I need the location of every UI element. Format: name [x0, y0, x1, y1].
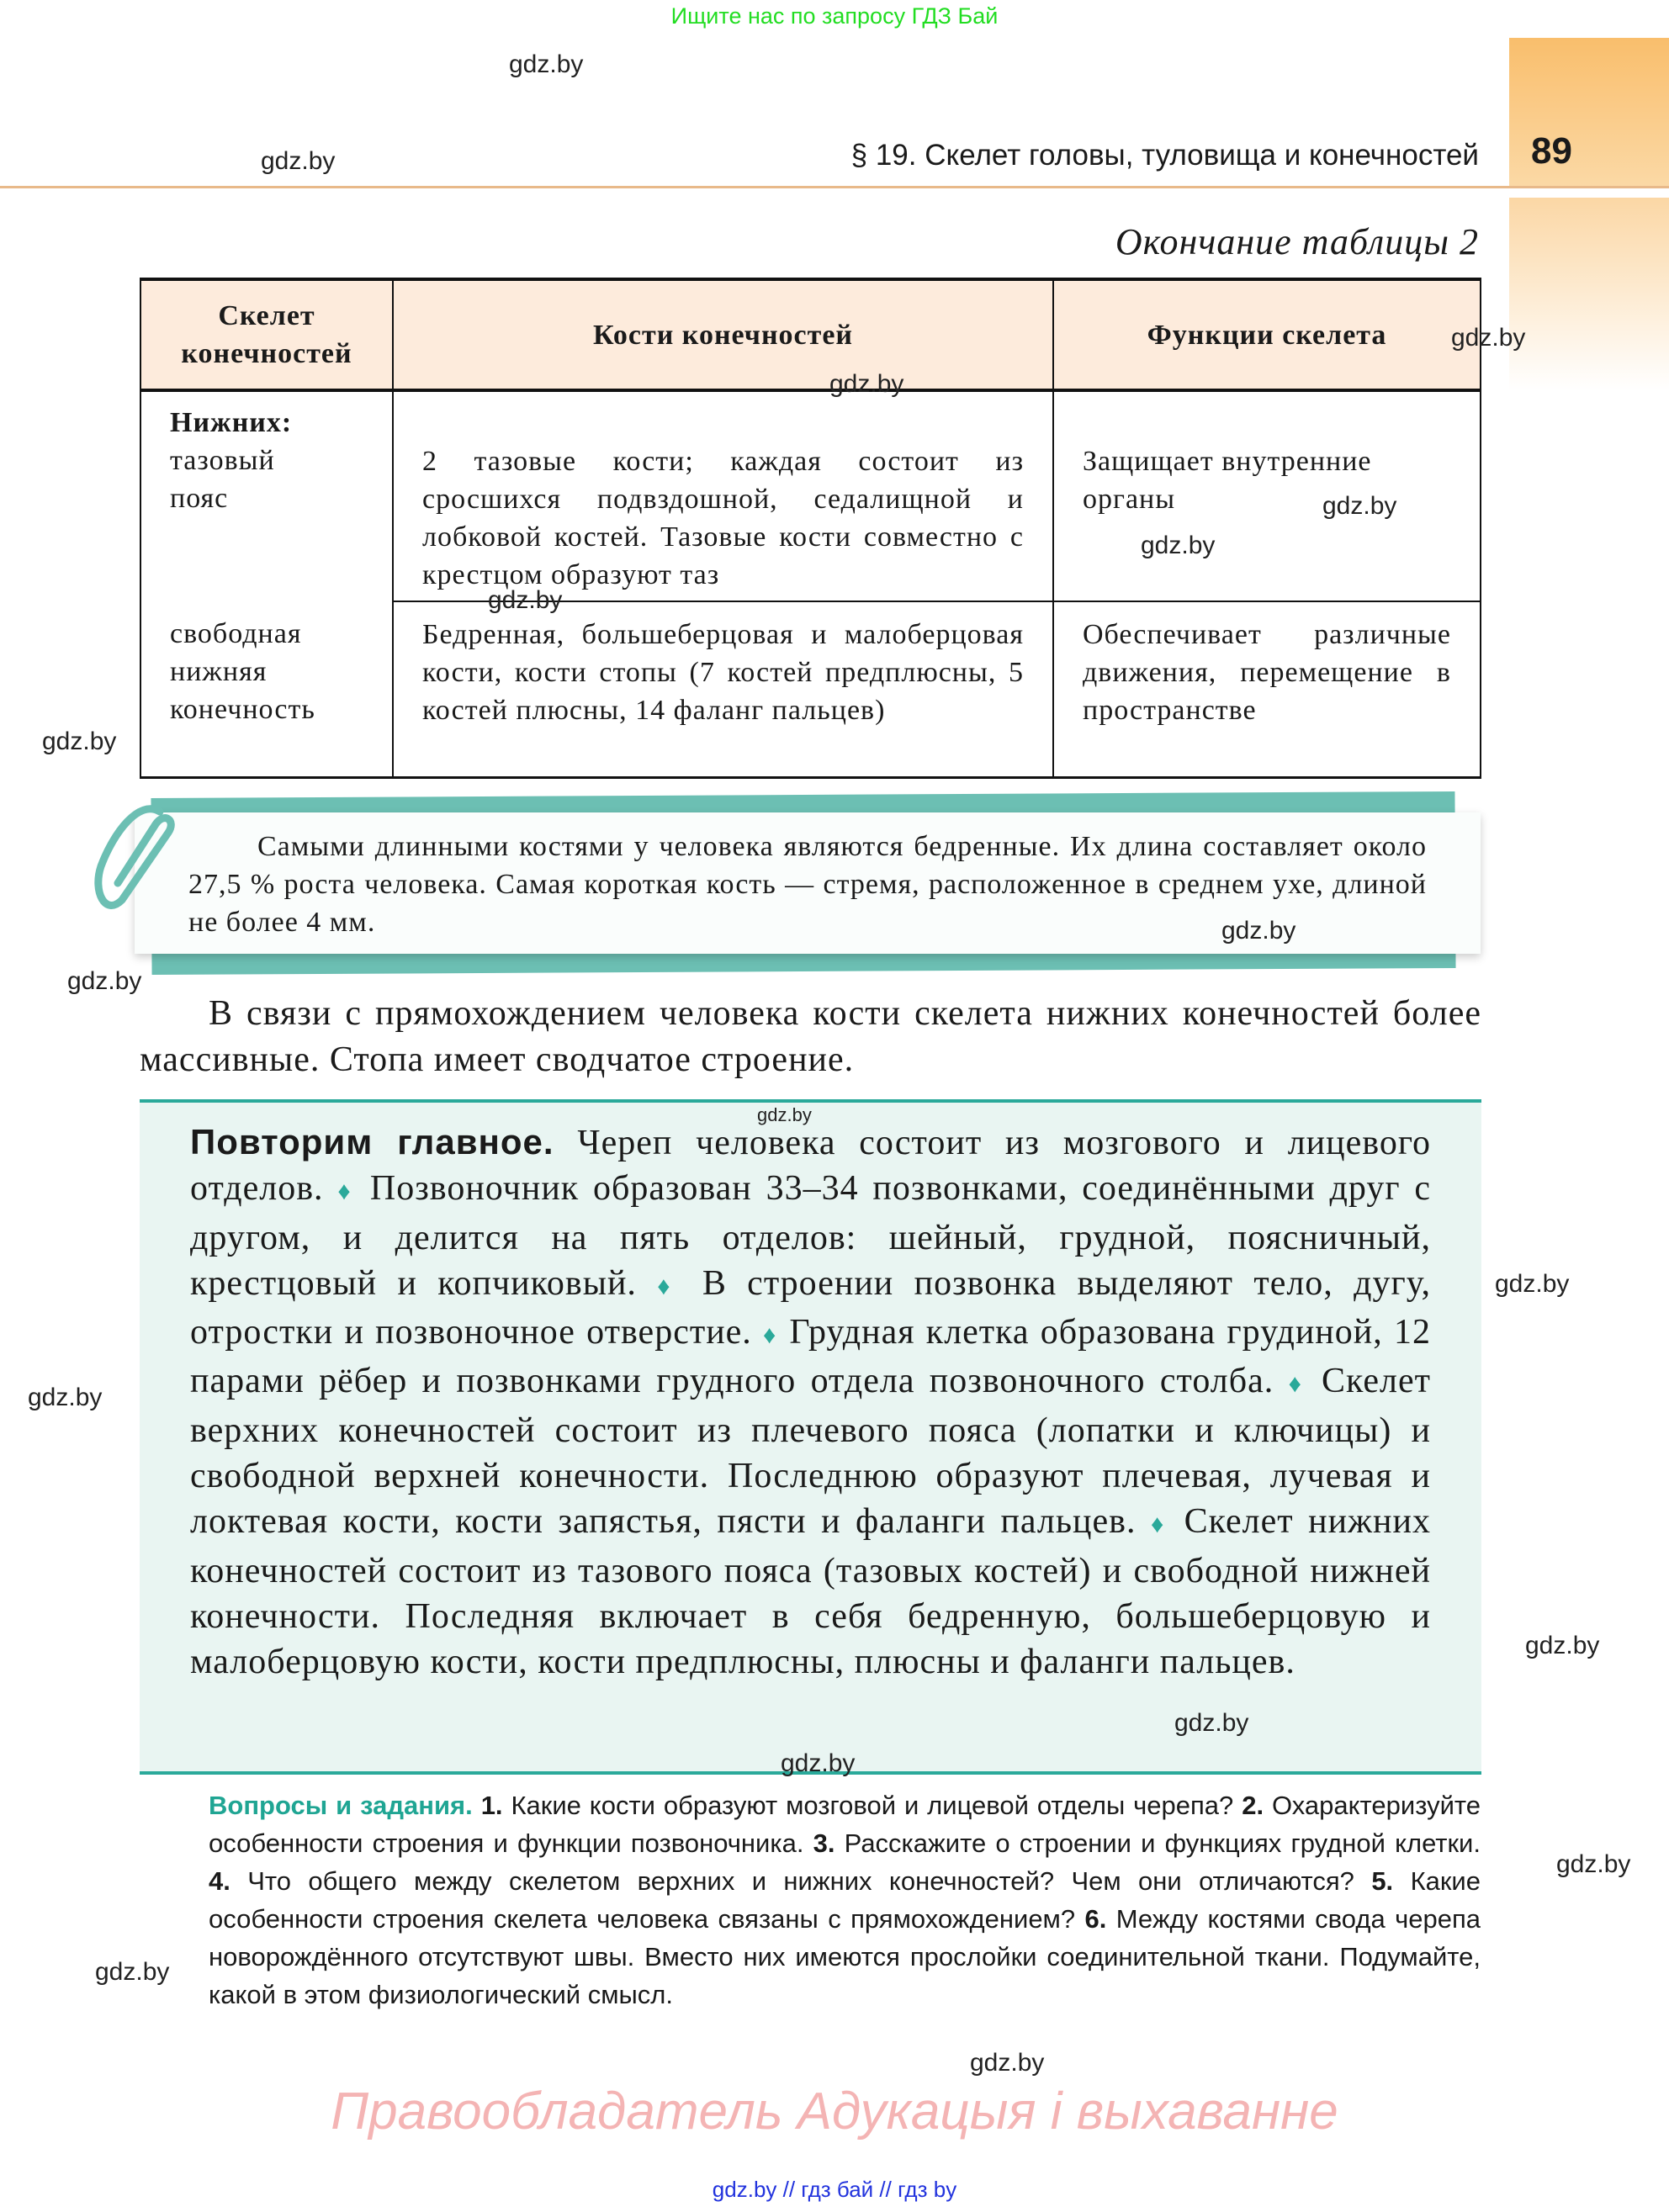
question-text: Какие особенности строения скелета человека связаны с прямохождением? — [209, 1866, 1481, 1934]
paperclip-icon — [88, 799, 181, 925]
question-text: Охарактеризуйте особенности строения и функции позвоночника. — [209, 1791, 1481, 1858]
header-cell: Кости конечностей — [393, 279, 1053, 390]
watermark: gdz.by — [488, 586, 563, 614]
cell-part: свободная нижняя конечность — [170, 618, 315, 725]
header-cell: Функции скелета — [1053, 279, 1481, 390]
question-number: 4. — [209, 1866, 230, 1896]
summary-box — [140, 1099, 1481, 1775]
watermark: gdz.by — [95, 1958, 170, 1986]
question-number: 6. — [1084, 1904, 1107, 1934]
watermark: gdz.by — [67, 967, 142, 995]
copyright-notice: Правообладатель Адукацыя і выхаванне — [331, 2082, 1338, 2141]
diamond-icon: ♦ — [763, 1321, 779, 1350]
table-header-row — [140, 279, 1481, 390]
summary-part: Скелет верхних конечностей состоит из плечевого пояса (лопатки и ключицы) и свободной верхней конечности. Последнюю образуют плечевая, лучевая и локтевая кости, кости запястья, пясти и фаланги пальцев. — [190, 1362, 1432, 1542]
summary-part: Позвоночник образован 33–34 позвонками, соединёнными друг с другом, и делится на пять отделов: шейный, грудной, поясничный, крестцовый и копчиковый. — [190, 1169, 1432, 1303]
summary-lead: Повторим главное. — [190, 1122, 554, 1162]
body-paragraph: В связи с прямохождением человека кости скелета нижних конечностей более массивные. Стопа имеет сводчатое строение. — [140, 994, 1481, 1079]
page-number: 89 — [1531, 130, 1572, 172]
watermark: gdz.by — [757, 1104, 812, 1125]
watermark: gdz.by — [28, 1384, 103, 1411]
diamond-icon: ♦ — [657, 1272, 682, 1300]
watermark: gdz.by — [1174, 1709, 1249, 1737]
diamond-icon: ♦ — [1150, 1511, 1170, 1539]
skeleton-table — [140, 278, 1481, 779]
cell-bones: 2 тазовые кости; каждая состоит из сросшихся подвздошной, седалищной и лобковой костей. Тазовые кости совместно с крестцом образуют таз — [422, 446, 1024, 590]
cell-function: Обеспечивает различные движения, перемещение в пространстве — [1083, 619, 1451, 726]
header-divider — [0, 186, 1669, 188]
question-number: 3. — [813, 1828, 835, 1858]
summary-part: Скелет нижних конечностей состоит из тазового пояса (тазовых костей) и свободной нижней конечности. Последняя включает в себя бедренную, большеберцовую и малоберцовую кости, кости предплюсны, плюсны и фаланги пальцев. — [190, 1502, 1432, 1682]
question-text: Расскажите о строении и функциях грудной клетки. — [844, 1828, 1481, 1858]
question-text: Что общего между скелетом верхних и нижних конечностей? Чем они отличаются? — [247, 1866, 1354, 1896]
watermark: gdz.by — [1525, 1632, 1600, 1659]
question-text: Какие кости образуют мозговой и лицевой отделы черепа? — [511, 1791, 1234, 1820]
watermark: gdz.by — [829, 370, 904, 398]
watermark: gdz.by — [1556, 1850, 1631, 1878]
watermark: gdz.by — [1141, 532, 1216, 559]
question-number: 5. — [1371, 1866, 1394, 1896]
diamond-icon: ♦ — [337, 1177, 357, 1206]
page-tab-fade — [1509, 198, 1669, 391]
watermark: gdz.by — [781, 1749, 856, 1777]
watermark: gdz.by — [261, 147, 336, 175]
note-text: Самыми длинными костями у человека являются бедренные. Их длина составляет около 27,5 % роста человека. Самая короткая кость — стремя, расположенное в среднем ухе, длиной не более 4 мм. — [188, 831, 1427, 938]
summary-part: Череп человека состоит из мозгового и лицевого отделов. — [190, 1124, 1431, 1209]
running-title: § 19. Скелет головы, туловища и конечностей — [850, 139, 1479, 172]
watermark: gdz.by — [42, 728, 117, 755]
cell-bones: Бедренная, большеберцовая и малоберцовая кости, кости стопы (7 костей предплюсны, 5 костей плюсны, 14 фаланг пальцев) — [422, 619, 1024, 726]
section-title: Нижних: — [170, 407, 293, 438]
watermark: gdz.by — [1451, 324, 1526, 352]
question-number: 1. — [480, 1791, 503, 1820]
cell-part: тазовый пояс — [170, 445, 275, 514]
watermark: gdz.by — [509, 50, 584, 78]
header-cell: Скелет конечностей — [140, 279, 393, 390]
questions-block — [209, 1786, 1481, 2014]
top-banner: Ищите нас по запросу ГДЗ Бай — [670, 3, 999, 29]
questions-lead: Вопросы и задания. — [209, 1791, 473, 1820]
summary-text — [190, 1119, 1431, 1685]
watermark: gdz.by — [1221, 917, 1296, 945]
watermark: gdz.by — [1495, 1270, 1570, 1298]
cell-function: Защищает внутренние органы — [1083, 446, 1372, 515]
question-text: Между костями свода черепа новорождённого отсутствуют швы. Вместо них имеются прослойки соединительной ткани. Подумайте, какой в этом физиологический смысл. — [209, 1904, 1481, 2009]
table-caption: Окончание таблицы 2 — [1115, 221, 1479, 262]
watermark: gdz.by — [1322, 492, 1397, 520]
summary-part: В строении позвонка выделяют тело, дугу, отростки и позвоночное отверстие. — [190, 1263, 1432, 1352]
table-row — [140, 601, 1481, 777]
table-row — [140, 390, 1481, 601]
question-number: 2. — [1242, 1791, 1264, 1820]
summary-part: Грудная клетка образована грудиной, 12 парами рёбер и позвонками грудного отдела позвоночного столба. — [190, 1313, 1431, 1401]
watermark: gdz.by — [970, 2049, 1045, 2077]
diamond-icon: ♦ — [1288, 1370, 1307, 1399]
footer-links[interactable]: gdz.by // гдз бай // гдз by — [712, 2177, 957, 2202]
